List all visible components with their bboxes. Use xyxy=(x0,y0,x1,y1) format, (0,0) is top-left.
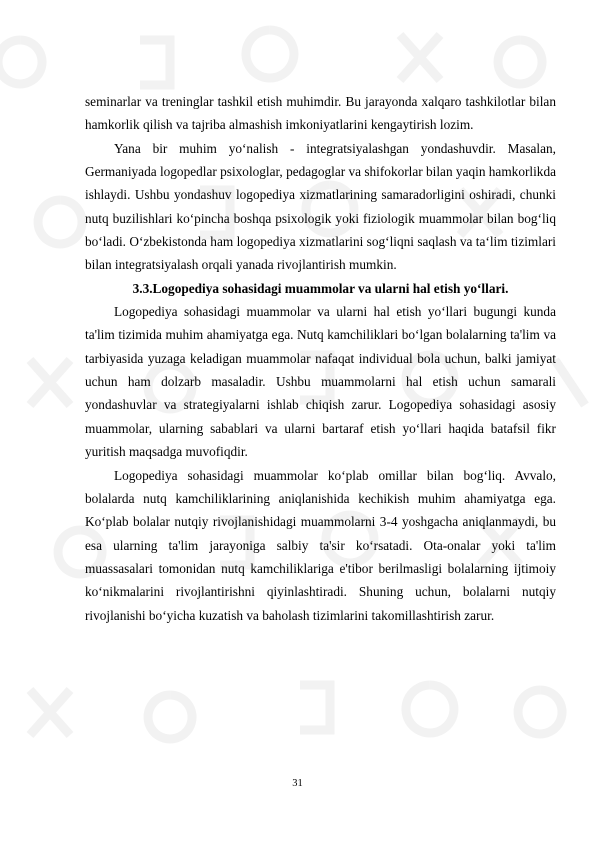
paragraph-problem-factors: Logopediya sohasidagi muammolar ko‘plab omillar bilan bog‘liq. Avvalo, bolalarda nutq kamchiliklarining aniqlanishida kechikish muhim ahamiyatga ega. Ko‘plab bolalar nutqiy rivojlanishidagi muammolarni 3-4 yoshgacha aniqlanmaydi, bu esa ularning ta'lim jarayoniga salbiy ta'sir ko‘rsatadi. Ota-onalar yoki ta'lim muassasalari tomonidan nutq kamchiliklariga e'tibor berilmasligi bolalarning ijtimoiy ko‘nikmalarini rivojlantirishni qiyinlashtiradi. Shuning uchun, bolalarni nutqiy rivojlanishi bo‘yicha kuzatish va baholash tizimlarini takomillashtirish zarur. xyxy=(85,467,556,623)
page-body xyxy=(85,90,556,627)
paragraph-integration-approach: Yana bir muhim yo‘nalish - integratsiyalashgan yondashuvdir. Masalan, Germaniyada logopedlar psixologlar, pedagoglar va shifokorlar bilan yaqin hamkorlikda ishlaydi. Ushbu yondashuv logopediya xizmatlarining samaradorligini oshiradi, chunki nutq buzilishlari ko‘pincha boshqa psixologik yoki fiziologik muammolar bilan bog‘liq bo‘ladi. O‘zbekistonda ham logopediya xizmatlarini sog‘liqni saqlash va ta‘lim tizimlari bilan integratsiyalash orqali yanada rivojlantirish mumkin. xyxy=(85,140,556,273)
paragraph-intro-continuation: seminarlar va treninglar tashkil etish muhimdir. Bu jarayonda xalqaro tashkilotlar bilan hamkorlik qilish va tajriba almashish imkoniyatlarini kengaytirish lozim. xyxy=(85,94,556,133)
paragraph-problems-overview: Logopediya sohasidagi muammolar va ularni hal etish yo‘llari bugungi kunda ta'lim tizimida muhim ahamiyatga ega. Nutq kamchiliklari bo‘lgan bolalarning ta'lim va tarbiyasida yuzaga keladigan muammolar nafaqat individual bola uchun, balki jamiyat uchun ham dolzarb masaladir. Ushbu muammolarni hal etish uchun samarali yondashuvlar va strategiyalarni ishlab chiqish zarur. Logopediya sohasidagi asosiy muammolar, ularning sabablari va ularni bartaraf etish yo‘llari haqida batafsil fikr yuritish maqsadga muvofiqdir. xyxy=(85,304,556,460)
page-number: 31 xyxy=(292,778,303,789)
section-heading: 3.3.Logopediya sohasidagi muammolar va ularni hal etish yo‘llari. xyxy=(132,280,509,296)
